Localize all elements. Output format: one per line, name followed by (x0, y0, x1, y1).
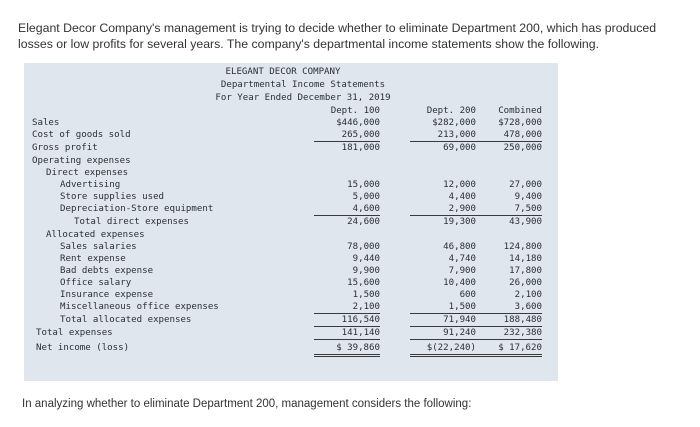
row-label: Cost of goods sold (32, 130, 131, 140)
cell-dept-200: 213,000 (410, 129, 476, 142)
cell-combined: $ 17,620 (476, 342, 542, 357)
statement-title: Departmental Income Statements (220, 80, 386, 90)
table-row (24, 229, 558, 241)
row-label: Insurance expense (60, 290, 154, 300)
row-label: Sales salaries (60, 242, 137, 252)
table-row (24, 191, 558, 203)
row-label: Store supplies used (60, 192, 165, 202)
cell-combined: $728,000 (498, 118, 542, 128)
table-row (24, 167, 558, 179)
cell-dept-200: 7,900 (448, 266, 476, 276)
row-label: Rent expense (60, 254, 126, 264)
row-label: Total expenses (36, 328, 113, 338)
cell-combined: 188,480 (476, 314, 542, 327)
cell-combined: 43,900 (509, 217, 542, 227)
cell-dept-100: 265,000 (314, 129, 380, 142)
cell-dept-100: 15,600 (347, 278, 380, 288)
cell-dept-200: 19,300 (443, 217, 476, 227)
table-row (24, 216, 558, 228)
cell-combined: 3,600 (476, 301, 542, 314)
table-row (24, 289, 558, 301)
row-label: Allocated expenses (46, 230, 145, 240)
row-label: Net income (loss) (36, 343, 130, 353)
row-label: Office salary (60, 278, 132, 288)
cell-dept-200: 4,740 (448, 254, 476, 264)
cell-combined: 7,500 (476, 203, 542, 216)
footer-paragraph: In analyzing whether to eliminate Department 200, management considers the following: (22, 398, 472, 410)
cell-dept-200: 1,500 (410, 301, 476, 314)
cell-dept-200: 10,400 (443, 278, 476, 288)
table-row (24, 203, 558, 215)
cell-dept-200: $(22,240) (410, 342, 476, 357)
company-name: ELEGANT DECOR COMPANY (225, 67, 341, 77)
cell-dept-100: 9,440 (352, 254, 380, 264)
income-statement-image (24, 63, 558, 381)
cell-dept-100: 5,000 (352, 192, 380, 202)
table-row (24, 327, 558, 339)
row-label: Sales (32, 118, 60, 128)
table-row (24, 129, 558, 141)
cell-combined: 9,400 (514, 192, 542, 202)
cell-dept-100: 78,000 (347, 242, 380, 252)
statement-period: For Year Ended December 31, 2019 (215, 93, 391, 103)
cell-dept-100: 4,600 (314, 203, 380, 216)
cell-dept-200: 91,240 (410, 327, 476, 340)
row-label: Depreciation-Store equipment (60, 204, 214, 214)
table-row (24, 253, 558, 265)
cell-dept-200: 69,000 (443, 143, 476, 153)
row-label: Gross profit (32, 143, 98, 153)
cell-dept-100: 15,000 (347, 180, 380, 190)
col-header-combined: Combined (498, 106, 542, 116)
row-label: Bad debts expense (60, 266, 154, 276)
cell-combined: 232,380 (476, 327, 542, 340)
table-row (24, 342, 558, 354)
cell-dept-200: 4,400 (448, 192, 476, 202)
cell-combined: 27,000 (509, 180, 542, 190)
cell-dept-100: 181,000 (341, 143, 380, 153)
cell-dept-100: 116,540 (314, 314, 380, 327)
row-label: Miscellaneous office expenses (60, 302, 219, 312)
row-label: Total allocated expenses (60, 315, 192, 325)
cell-combined: 26,000 (509, 278, 542, 288)
table-row (24, 301, 558, 313)
cell-combined: 14,180 (509, 254, 542, 264)
table-row (24, 142, 558, 154)
cell-dept-100: $446,000 (336, 118, 380, 128)
column-header-row (24, 105, 558, 117)
row-label: Advertising (60, 180, 121, 190)
col-header-dept-100: Dept. 100 (330, 106, 380, 116)
cell-dept-200: 2,900 (410, 203, 476, 216)
table-row (24, 314, 558, 326)
table-row (24, 265, 558, 277)
col-header-dept-200: Dept. 200 (426, 106, 476, 116)
cell-dept-200: $282,000 (432, 118, 476, 128)
table-row (24, 117, 558, 129)
cell-dept-100: 141,140 (314, 327, 380, 340)
row-label: Operating expenses (32, 156, 131, 166)
cell-dept-200: 71,940 (410, 314, 476, 327)
table-row (24, 241, 558, 253)
table-row (24, 155, 558, 167)
cell-combined: 124,800 (503, 242, 542, 252)
table-row (24, 179, 558, 191)
intro-paragraph: Elegant Decor Company's management is trying to decide whether to eliminate Department 200, which has produced losses or low profits for several years. The company's departmental income statements show the following. (18, 21, 657, 51)
cell-combined: 478,000 (476, 129, 542, 142)
row-label: Direct expenses (46, 168, 129, 178)
cell-dept-100: 9,900 (352, 266, 380, 276)
cell-dept-100: 24,600 (347, 217, 380, 227)
cell-dept-100: 1,500 (352, 290, 380, 300)
cell-dept-200: 46,800 (443, 242, 476, 252)
cell-combined: 17,800 (509, 266, 542, 276)
table-row (24, 277, 558, 289)
cell-dept-100: 2,100 (314, 301, 380, 314)
cell-combined: 250,000 (503, 143, 542, 153)
cell-combined: 2,100 (514, 290, 542, 300)
row-label: Total direct expenses (74, 217, 189, 227)
cell-dept-200: 12,000 (443, 180, 476, 190)
cell-dept-200: 600 (459, 290, 476, 300)
cell-dept-100: $ 39,860 (314, 342, 380, 357)
